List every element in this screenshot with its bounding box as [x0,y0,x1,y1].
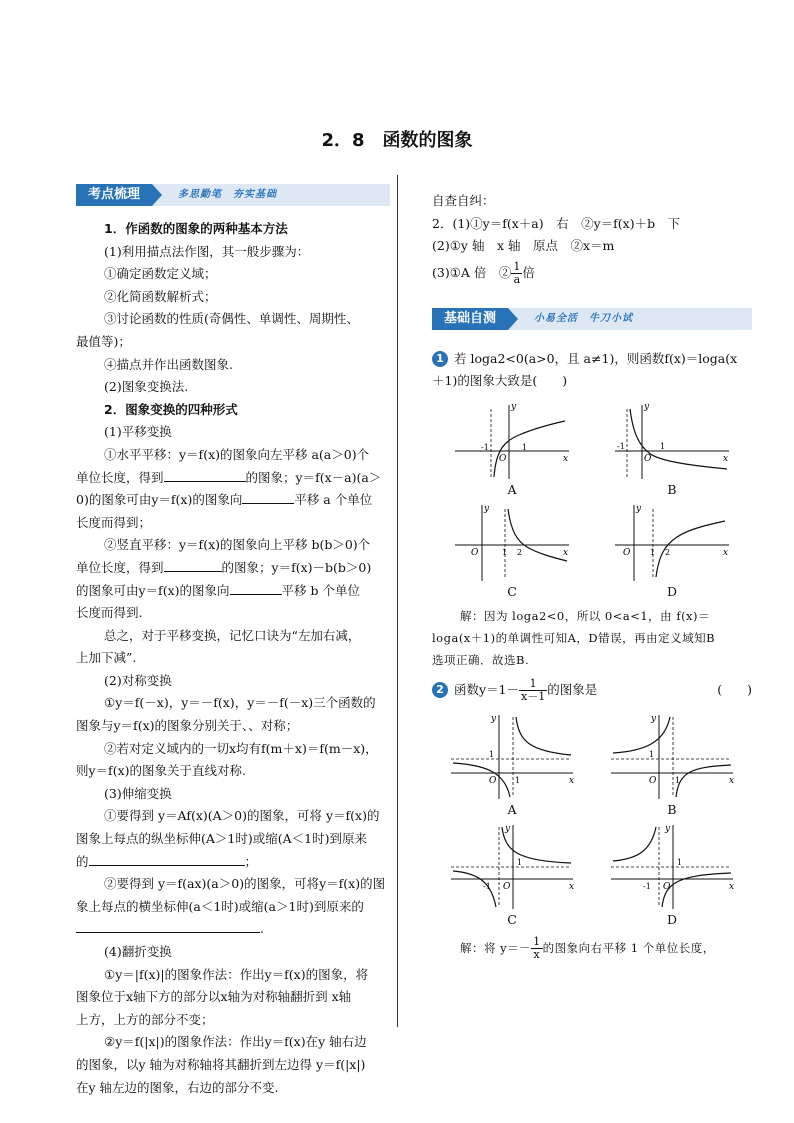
graph-option[interactable] [432,501,592,601]
axis-label-y: y [665,823,671,834]
axis-label-y: y [644,401,650,412]
axis-label-x: x [563,547,569,558]
text-line: ①y＝f(－x)，y＝－f(x)，y＝－f(－x)三个函数的 [104,695,376,711]
tick-label: 1 [660,441,666,451]
graph-q2-d [607,821,737,911]
text-line: 图象与y＝f(x)的图象分别关于、、对称； [76,718,299,734]
banner-label: 考点梳理 [76,184,152,206]
text-line: 长度而得到. [76,605,143,621]
origin-label: O [649,775,657,786]
curve [502,827,571,863]
graph-option[interactable] [432,821,592,929]
answer-paren: ( ) [717,681,752,697]
page-title: 2．8 函数的图象 [321,130,473,151]
origin-label: O [499,453,507,464]
text-line: 单位长度，得到 的图象；y＝f(x－a)(a＞ [76,467,390,490]
solution-text: loga(x＋1)的单调性可知A，D错误，再由定义域知B [432,630,716,645]
tick-label: 1 [489,749,495,759]
fraction: $\frac{1}{x}$ [533,935,541,962]
answer-blank [242,489,294,504]
left-column [76,178,390,1099]
answer-blank [230,580,282,595]
axis-label-y: y [636,503,642,514]
question-1 [432,348,752,371]
curve [494,421,565,477]
solution-text: 解：因为 loga2<0，所以 0<a<1，由 f(x)＝ [460,608,711,623]
tick-label: -1 [483,881,491,891]
curve [662,873,731,907]
section-banner-selftest [404,308,752,334]
text-line: 的图象，以y 轴为对称轴将其翻折到左边得 y＝f(|x|) [76,1056,366,1072]
q2-graph-grid [432,711,752,929]
text-line: (1)平移变换 [104,424,172,440]
banner-subtitle: 多思勤笔 夯实基础 [178,189,277,200]
axis-label-y: y [491,713,497,724]
graph-q1-b [607,399,737,481]
graph-caption: A [507,481,517,497]
tick-label: 1 [522,442,528,452]
question-text: ＋1)的图象大致是( ) [432,373,568,389]
answer-blank [76,918,260,933]
solution-text: 解：将 y＝－ $\frac{1}{x}$ 的图象向右平移 1 个单位长度， [460,935,715,962]
graph-caption: B [667,481,677,497]
question-number-badge: 2 [432,682,448,698]
answer-blank [164,557,222,572]
tick-label: 1 [502,547,508,557]
graph-q2-c [447,821,577,911]
tick-label: 1 [677,857,683,867]
text-line: ②要得到 y＝f(ax)(a＞0)的图象，可将y＝f(x)的图 [104,876,386,892]
tick-label: 1 [515,775,521,785]
axis-label-y: y [484,503,490,514]
solution-text: 选项正确．故选B. [432,652,530,667]
text-line: ②化简函数解析式； [104,288,217,304]
answer-blank [89,851,245,866]
axis-label-x: x [569,881,575,892]
question-2 [432,675,752,705]
column-divider [397,175,398,1027]
axis-label-x: x [569,775,575,786]
tick-label: -1 [643,881,651,891]
text-line: ①要得到 y＝Af(x)(A＞0)的图象，可将 y＝f(x)的 [104,808,380,824]
graph-caption: D [666,583,678,599]
graph-caption: D [666,911,678,927]
graph-option[interactable] [592,501,752,601]
fraction: $\frac{1}{a}$ [513,259,521,286]
text-line: ①y＝|f(x)|的图象作法：作出y＝f(x)的图象，将 [104,966,369,982]
tick-label: 1 [650,547,656,557]
text-line: 单位长度，得到 的图象；y＝f(x)－b(b＞0) [76,557,390,580]
text-line: ③讨论函数的性质(奇偶性、单调性、周期性、 [104,311,359,327]
axis-label-x: x [723,453,729,464]
curve [453,763,510,797]
banner-subtitle: 小易全活 牛刀小试 [534,312,633,324]
check-heading: 自查自纠： [432,193,495,208]
text-line: 总之，对于平移变换，记忆口诀为“左加右减， [104,627,361,643]
origin-label: O [471,547,479,558]
fraction: $\frac{1}{x-1}$ [521,676,546,703]
text-line: ②y＝f(|x|)的图象作法：作出y＝f(x)在y 轴右边 [104,1034,367,1050]
axis-label-y: y [511,401,517,412]
text-line: 0)的图象可由y＝f(x)的图象向 平移 a 个单位 [76,489,390,512]
section-heading: 1．作函数的图象的两种基本方法 [104,221,288,236]
graph-q1-c [447,501,577,583]
section-banner-review [48,184,390,210]
question-text: 函数y＝1－ $\frac{1}{x-1}$ 的图象是 [454,676,598,703]
tick-label: 1 [675,775,681,785]
text-line: (2)图象变换法. [104,379,189,395]
section-heading: 2．图象变换的四种形式 [104,401,238,417]
text-line: 的 ； [76,851,390,874]
answer-line: (2)①y 轴 x 轴 原点 ②x＝m [432,238,615,254]
text-line: 上加下减”. [76,650,137,666]
tick-label: 1 [517,857,523,867]
graph-caption: C [507,911,517,927]
text-line: (1)利用描点法作图，其一般步骤为： [104,243,310,259]
text-line: ④描点并作出函数图象. [104,356,233,372]
text-line: 则y＝f(x)的图象关于直线对称. [76,763,246,779]
text-line: ②竖直平移：y＝f(x)的图象向上平移 b(b＞0)个 [104,537,371,553]
axis-label-x: x [729,881,735,892]
graph-q1-a [447,399,577,481]
text-line: 象上每点的横坐标伸(a＜1时)或缩(a＞1时)到原来的 [76,898,364,914]
graph-option[interactable] [592,711,752,819]
origin-label: O [644,453,652,464]
graph-caption: A [507,801,517,817]
origin-label: O [489,775,497,786]
graph-option[interactable] [592,821,752,929]
text-line: 图象上每点的纵坐标伸(A＞1时)或缩(A＜1时)到原来 [76,831,367,847]
graph-option[interactable] [432,399,592,499]
text-line: 在y 轴左边的图象，右边的部分不变. [76,1079,279,1095]
axis-label-x: x [563,453,569,464]
curve [613,717,670,753]
graph-option[interactable] [432,711,592,819]
origin-label: O [623,547,631,558]
tick-label: 2 [517,547,523,557]
axis-label-x: x [723,547,729,558]
graph-caption: B [667,801,677,817]
q1-graph-grid [432,399,752,601]
text-line: ①确定函数定义域； [104,266,217,282]
answer-line: (3)①A 倍 ② $\frac{1}{a}$ 倍 [432,259,535,286]
graph-option[interactable] [592,399,752,499]
graph-caption: C [507,583,517,599]
graph-q2-b [607,711,737,801]
tick-label: -1 [617,441,625,451]
text-line: 的图象可由y＝f(x)的图象向 平移 b 个单位 [76,580,390,603]
curve [676,765,731,797]
curve [516,717,571,755]
origin-label: O [503,881,511,892]
right-column [432,190,752,963]
text-line: . [76,918,390,941]
graph-q1-d [607,501,737,583]
text-line: ②若对定义域内的一切x均有f(m＋x)＝f(m－x)， [104,740,378,756]
subheading: (3)伸缩变换 [104,785,172,801]
question-number-badge: 1 [432,351,448,367]
subheading: (2)对称变换 [104,672,172,688]
text-line: 长度而得到； [76,514,152,530]
text-line: 最值等)； [76,333,131,349]
text-line: 图象位于x轴下方的部分以x轴为对称轴翻折到 x轴 [76,989,352,1005]
axis-label-y: y [651,713,657,724]
answer-line: 2．(1)①y＝f(x＋a) 右 ②y＝f(x)＋b 下 [432,215,681,231]
answer-blank [164,467,246,482]
origin-label: O [663,881,671,892]
curve [613,827,656,861]
axis-label-y: y [505,823,511,834]
question-text: 若 loga2<0(a>0，且 a≠1)，则函数f(x)＝loga(x [454,350,738,366]
text-line: ①水平平移：y＝f(x)的图象向左平移 a(a＞0)个 [104,446,370,462]
method-list [76,218,390,444]
text-line: 上方，上方的部分不变； [76,1011,214,1027]
tick-label: -1 [481,442,489,452]
banner-label: 基础自测 [432,308,508,330]
axis-label-x: x [729,775,735,786]
tick-label: 2 [665,547,671,557]
tick-label: 1 [649,749,655,759]
subheading: (4)翻折变换 [104,944,172,959]
graph-q2-a [447,711,577,801]
